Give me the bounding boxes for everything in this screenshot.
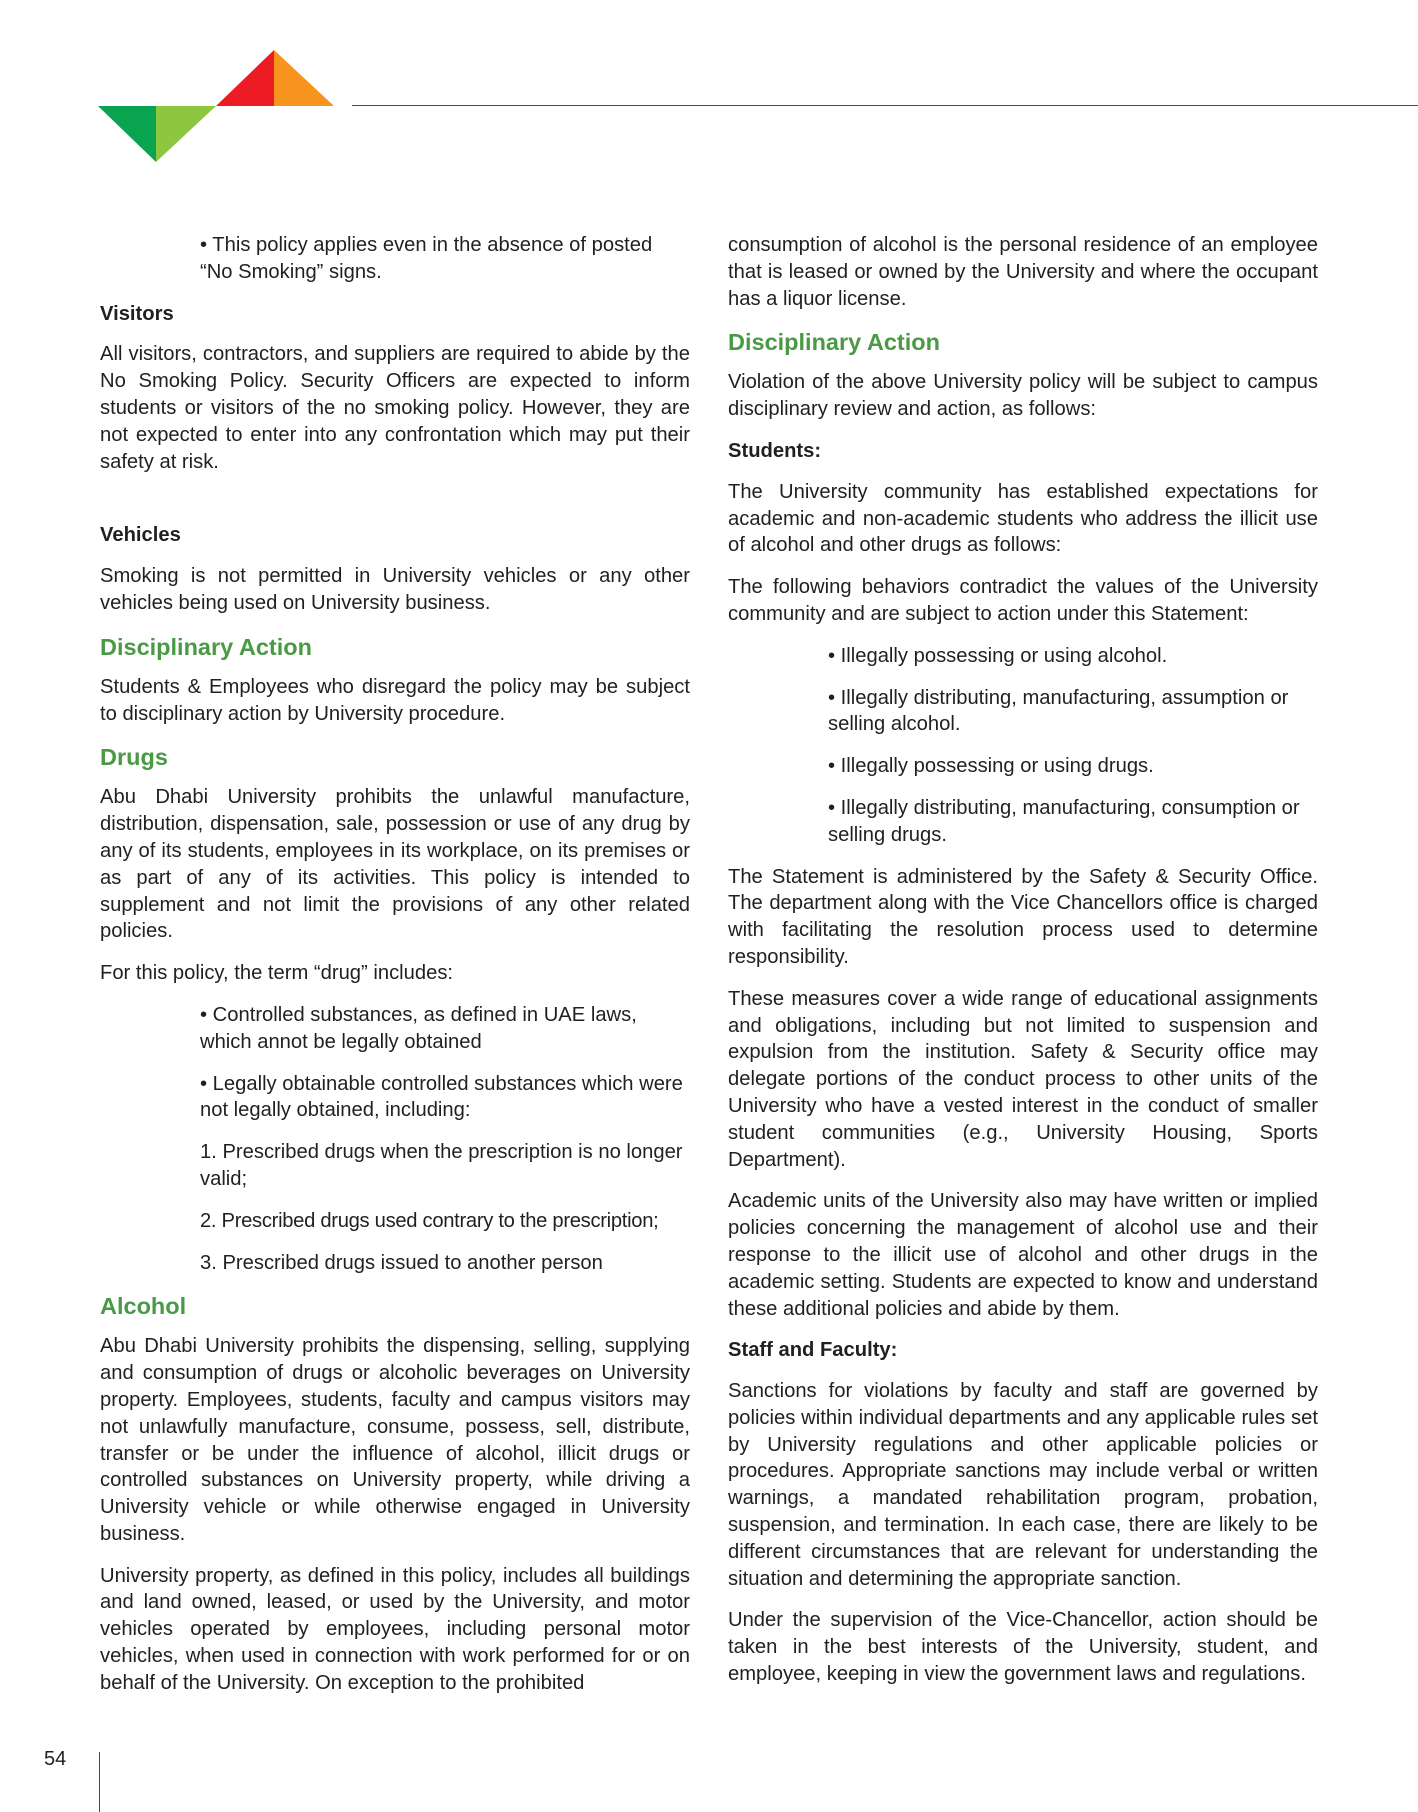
students-heading: Students: [728,439,822,462]
sanctions-paragraph: Sanctions for violations by faculty and staff are governed by policies within individual departments and any applicable rules set by University regulations and other applicable policies or procedures. Appropriate sanctions may include verbal or written warnings, a mandated rehabilitation program, probation, suspension, and termination. In each case, there are likely to be different circumstances that are relevant for understanding the situation and determining the appropriate sanction. [728,1380,1318,1590]
alcohol-paragraph: Abu Dhabi University prohibits the dispensing, selling, supplying and consumption of drugs or alcoholic beverages on University property. Employees, students, faculty and campus visitors may not unlawfully manufacture, consume, possess, sell, distribute, transfer or be under the influence of alcohol, illicit drugs or controlled substances on University property, while driving a University vehicle or while otherwise engaged in University business. [100,1335,690,1545]
vehicles-heading: Vehicles [100,524,181,547]
logo-light-green-triangle [156,106,216,162]
drugs-heading: Drugs [100,744,168,771]
drug-bullet-item: • Legally obtainable controlled substances which were not legally obtained, including: [200,1072,683,1122]
behavior-bullet-item: • Illegally distributing, manufacturing, consumption or selling drugs. [828,796,1300,846]
right-column [728,232,1318,1688]
measures-paragraph: These measures cover a wide range of educational assignments and obligations, including but not limited to suspension and expulsion from the institution. Safety & Security office may delegate portions of the conduct process to other units of the University who have a vested interest in the conduct of smaller student communities (e.g., University Housing, Sports Department). [728,987,1318,1171]
university-logo-triangles [98,50,334,162]
drug-numbered-item: 1. Prescribed drugs when the prescription is no longer valid; [200,1141,683,1190]
statement-paragraph: The Statement is administered by the Safety & Security Office. The department along with the Vice Chancellors office is charged with facilitating the resolution process used to determine responsibility. [728,865,1318,968]
logo-orange-triangle [274,50,334,106]
visitors-heading: Visitors [100,302,174,325]
page-number: 54 [44,1748,67,1770]
supervision-paragraph: Under the supervision of the Vice-Chancellor, action should be taken in the best interests of the University, student, and employee, keeping in view the government laws and regulations. [728,1609,1318,1686]
behavior-bullet-item: • Illegally possessing or using alcohol. [828,644,1168,667]
drug-bullet-item: • Controlled substances, as defined in UAE laws, which annot be legally obtained [200,1003,637,1053]
drugs-paragraph: Abu Dhabi University prohibits the unlawful manufacture, distribution, dispensation, sale, possession or use of any drug by any of its students, employees in its workplace, on its premises or as part of any of its activities. This policy is intended to supplement and not limit the provisions of any other related policies. [100,786,690,943]
drug-numbered-item: 2. Prescribed drugs used contrary to the prescription; [200,1209,659,1232]
footer-rule [99,1752,100,1812]
disciplinary-action-heading: Disciplinary Action [100,633,312,660]
spacer [100,490,690,522]
drug-term-intro: For this policy, the term “drug” includes: [100,962,454,985]
left-column [100,232,690,1697]
header-rule [352,105,1418,106]
disciplinary-action-heading: Disciplinary Action [728,329,940,356]
academic-units-paragraph: Academic units of the University also may have written or implied policies concerning the management of alcohol use and their response to the illicit use of alcohol and other drugs in the academic setting. Students are expected to know and understand these additional policies and abide by them. [728,1190,1318,1320]
staff-faculty-heading: Staff and Faculty: [728,1339,898,1362]
visitors-paragraph: All visitors, contractors, and suppliers are required to abide by the No Smoking Policy. Security Officers are expected to inform students or visitors of the no smoking policy. However, they are not expected to enter into any confrontation which may put their safety at risk. [100,343,690,473]
logo-red-triangle [216,50,274,106]
drug-numbered-item: 3. Prescribed drugs issued to another person [200,1251,603,1274]
no-smoking-signs-bullet: • This policy applies even in the absence of posted “No Smoking” signs. [200,234,653,283]
behaviors-paragraph: The following behaviors contradict the values of the University community and are subject to action under this Statement: [728,576,1318,625]
disciplinary-paragraph: Students & Employees who disregard the policy may be subject to disciplinary action by University procedure. [100,675,690,725]
alcohol-exception-paragraph: consumption of alcohol is the personal residence of an employee that is leased or owned by the University and where the occupant has a liquor license. [728,234,1318,310]
logo-dark-green-triangle [98,106,156,162]
behavior-bullet-item: • Illegally possessing or using drugs. [828,755,1154,778]
alcohol-heading: Alcohol [100,1293,187,1320]
violation-paragraph: Violation of the above University policy will be subject to campus disciplinary review and action, as follows: [728,371,1318,421]
behavior-bullet-item: • Illegally distributing, manufacturing, assumption or selling alcohol. [828,686,1289,736]
university-property-paragraph: University property, as defined in this policy, includes all buildings and land owned, leased, or used by the University, and motor vehicles operated by employees, including personal motor vehicles, when used in connection with work performed for or on behalf of the University. On exception to the prohibited [100,1564,690,1694]
students-paragraph: The University community has established expectations for academic and non-academic students who address the illicit use of alcohol and other drugs as follows: [728,480,1318,557]
vehicles-paragraph: Smoking is not permitted in University vehicles or any other vehicles being used on University business. [100,565,690,614]
